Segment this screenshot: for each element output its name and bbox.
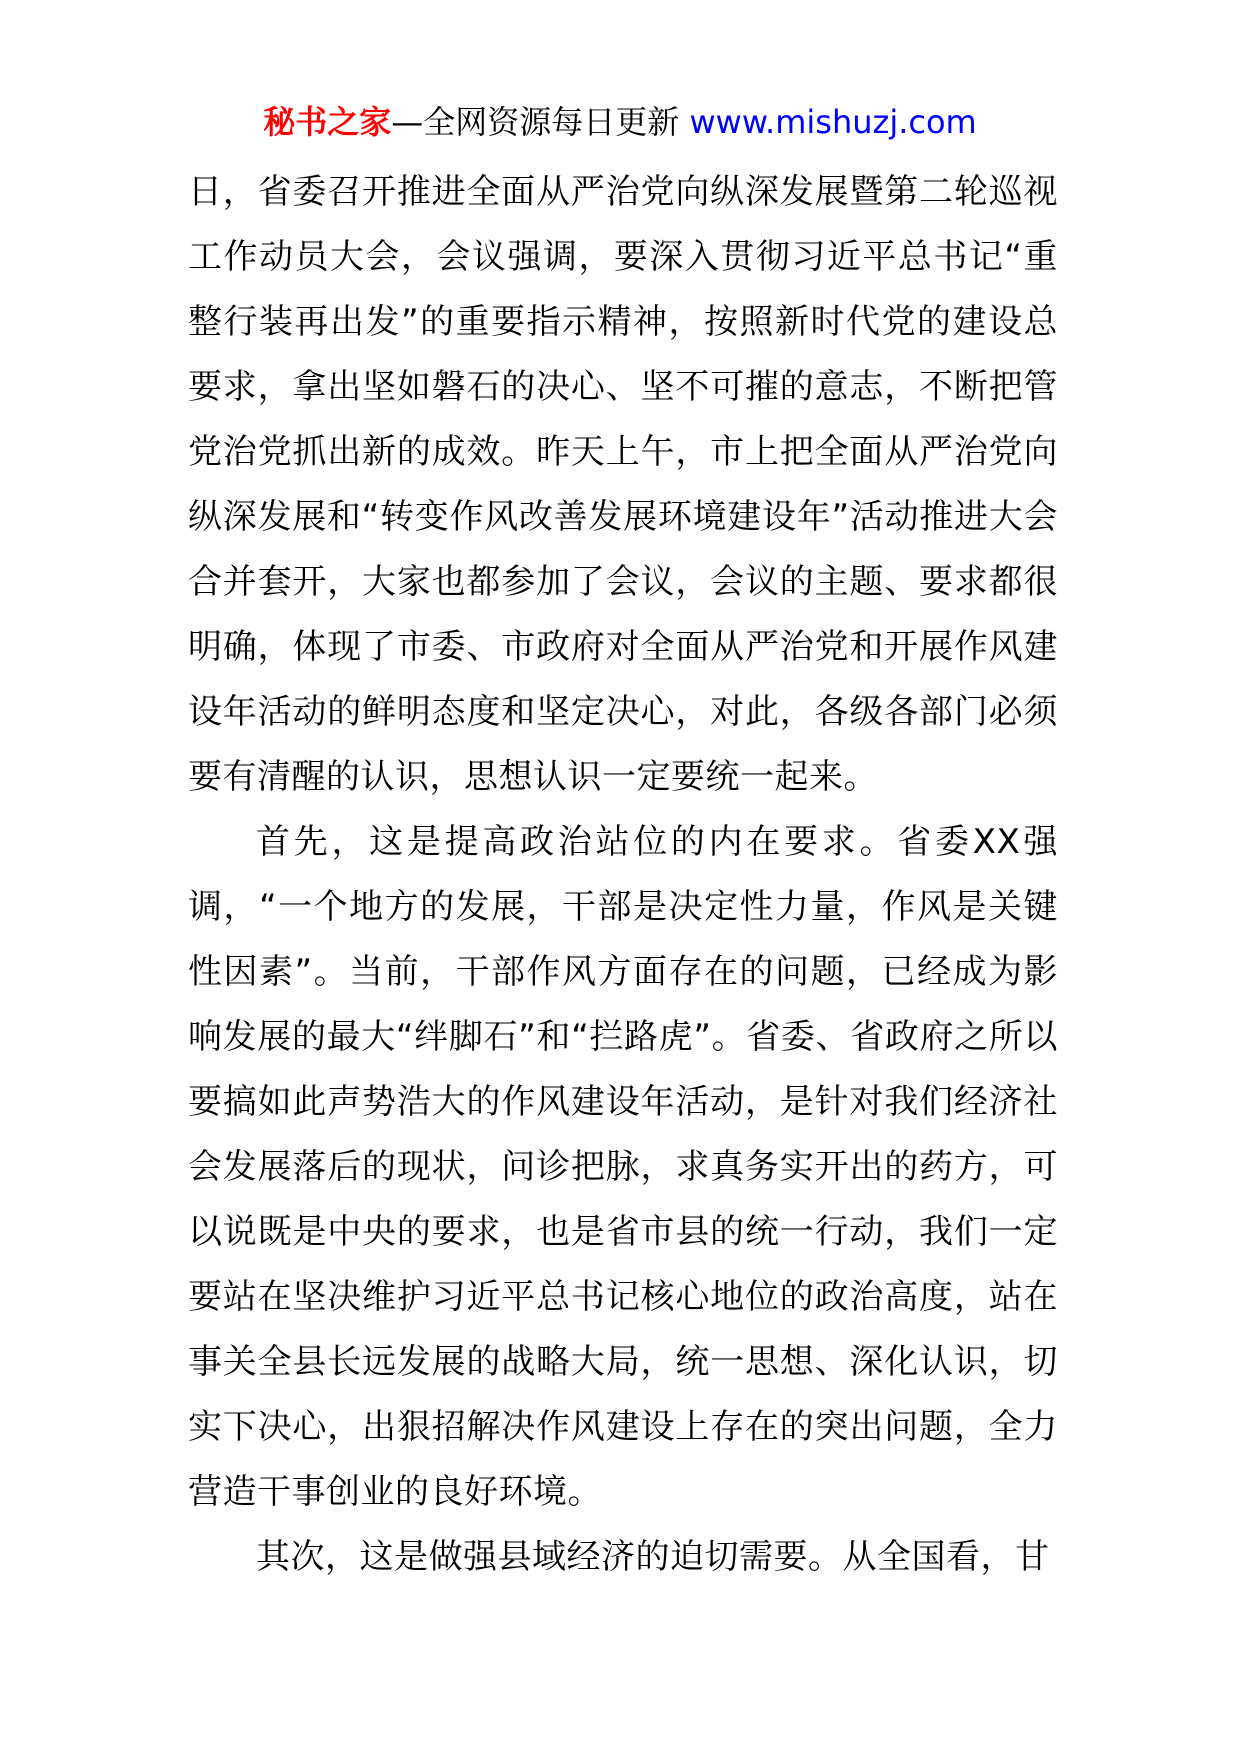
paragraph-continued: 日，省委召开推进全面从严治党向纵深发展暨第二轮巡视工作动员大会，会议强调，要深入贯彻习近平总书记“重整行装再出发”的重要指示精神，按照新时代党的建设总要求，拿出坚如磐石的决心、坚不可摧的意志，不断把管党治党抓出新的成效。昨天上午，市上把全面从严治党向纵深发展和“转变作风改善发展环境建设年”活动推进大会合并套开，大家也都参加了会议，会议的主题、要求都很明确，体现了市委、市政府对全面从严治党和开展作风建设年活动的鲜明态度和坚定决心，对此，各级各部门必须要有清醒的认识，思想认识一定要统一起来。 <box>188 172 1058 797</box>
site-header <box>0 100 1240 144</box>
document-body <box>188 160 1058 1590</box>
site-brand: 秘书之家 <box>263 103 392 141</box>
paragraph-first-point: 首先，这是提高政治站位的内在要求。省委XX强调，“一个地方的发展，干部是决定性力量，作风是关键性因素”。当前，干部作风方面存在的问题，已经成为影响发展的最大“绊脚石”和“拦路虎”。省委、省政府之所以要搞如此声势浩大的作风建设年活动，是针对我们经济社会发展落后的现状，问诊把脉，求真务实开出的药方，可以说既是中央的要求，也是省市县的统一行动，我们一定要站在坚决维护习近平总书记核心地位的政治高度，站在事关全县长远发展的战略大局，统一思想、深化认识，切实下决心，出狠招解决作风建设上存在的突出问题，全力营造干事创业的良好环境。 <box>188 822 1058 1512</box>
site-tagline: —全网资源每日更新 <box>391 103 680 141</box>
paragraph-second-point: 其次，这是做强县域经济的迫切需要。从全国看，甘 <box>256 1537 1050 1577</box>
site-url-link[interactable]: www.mishuzj.com <box>689 103 977 141</box>
